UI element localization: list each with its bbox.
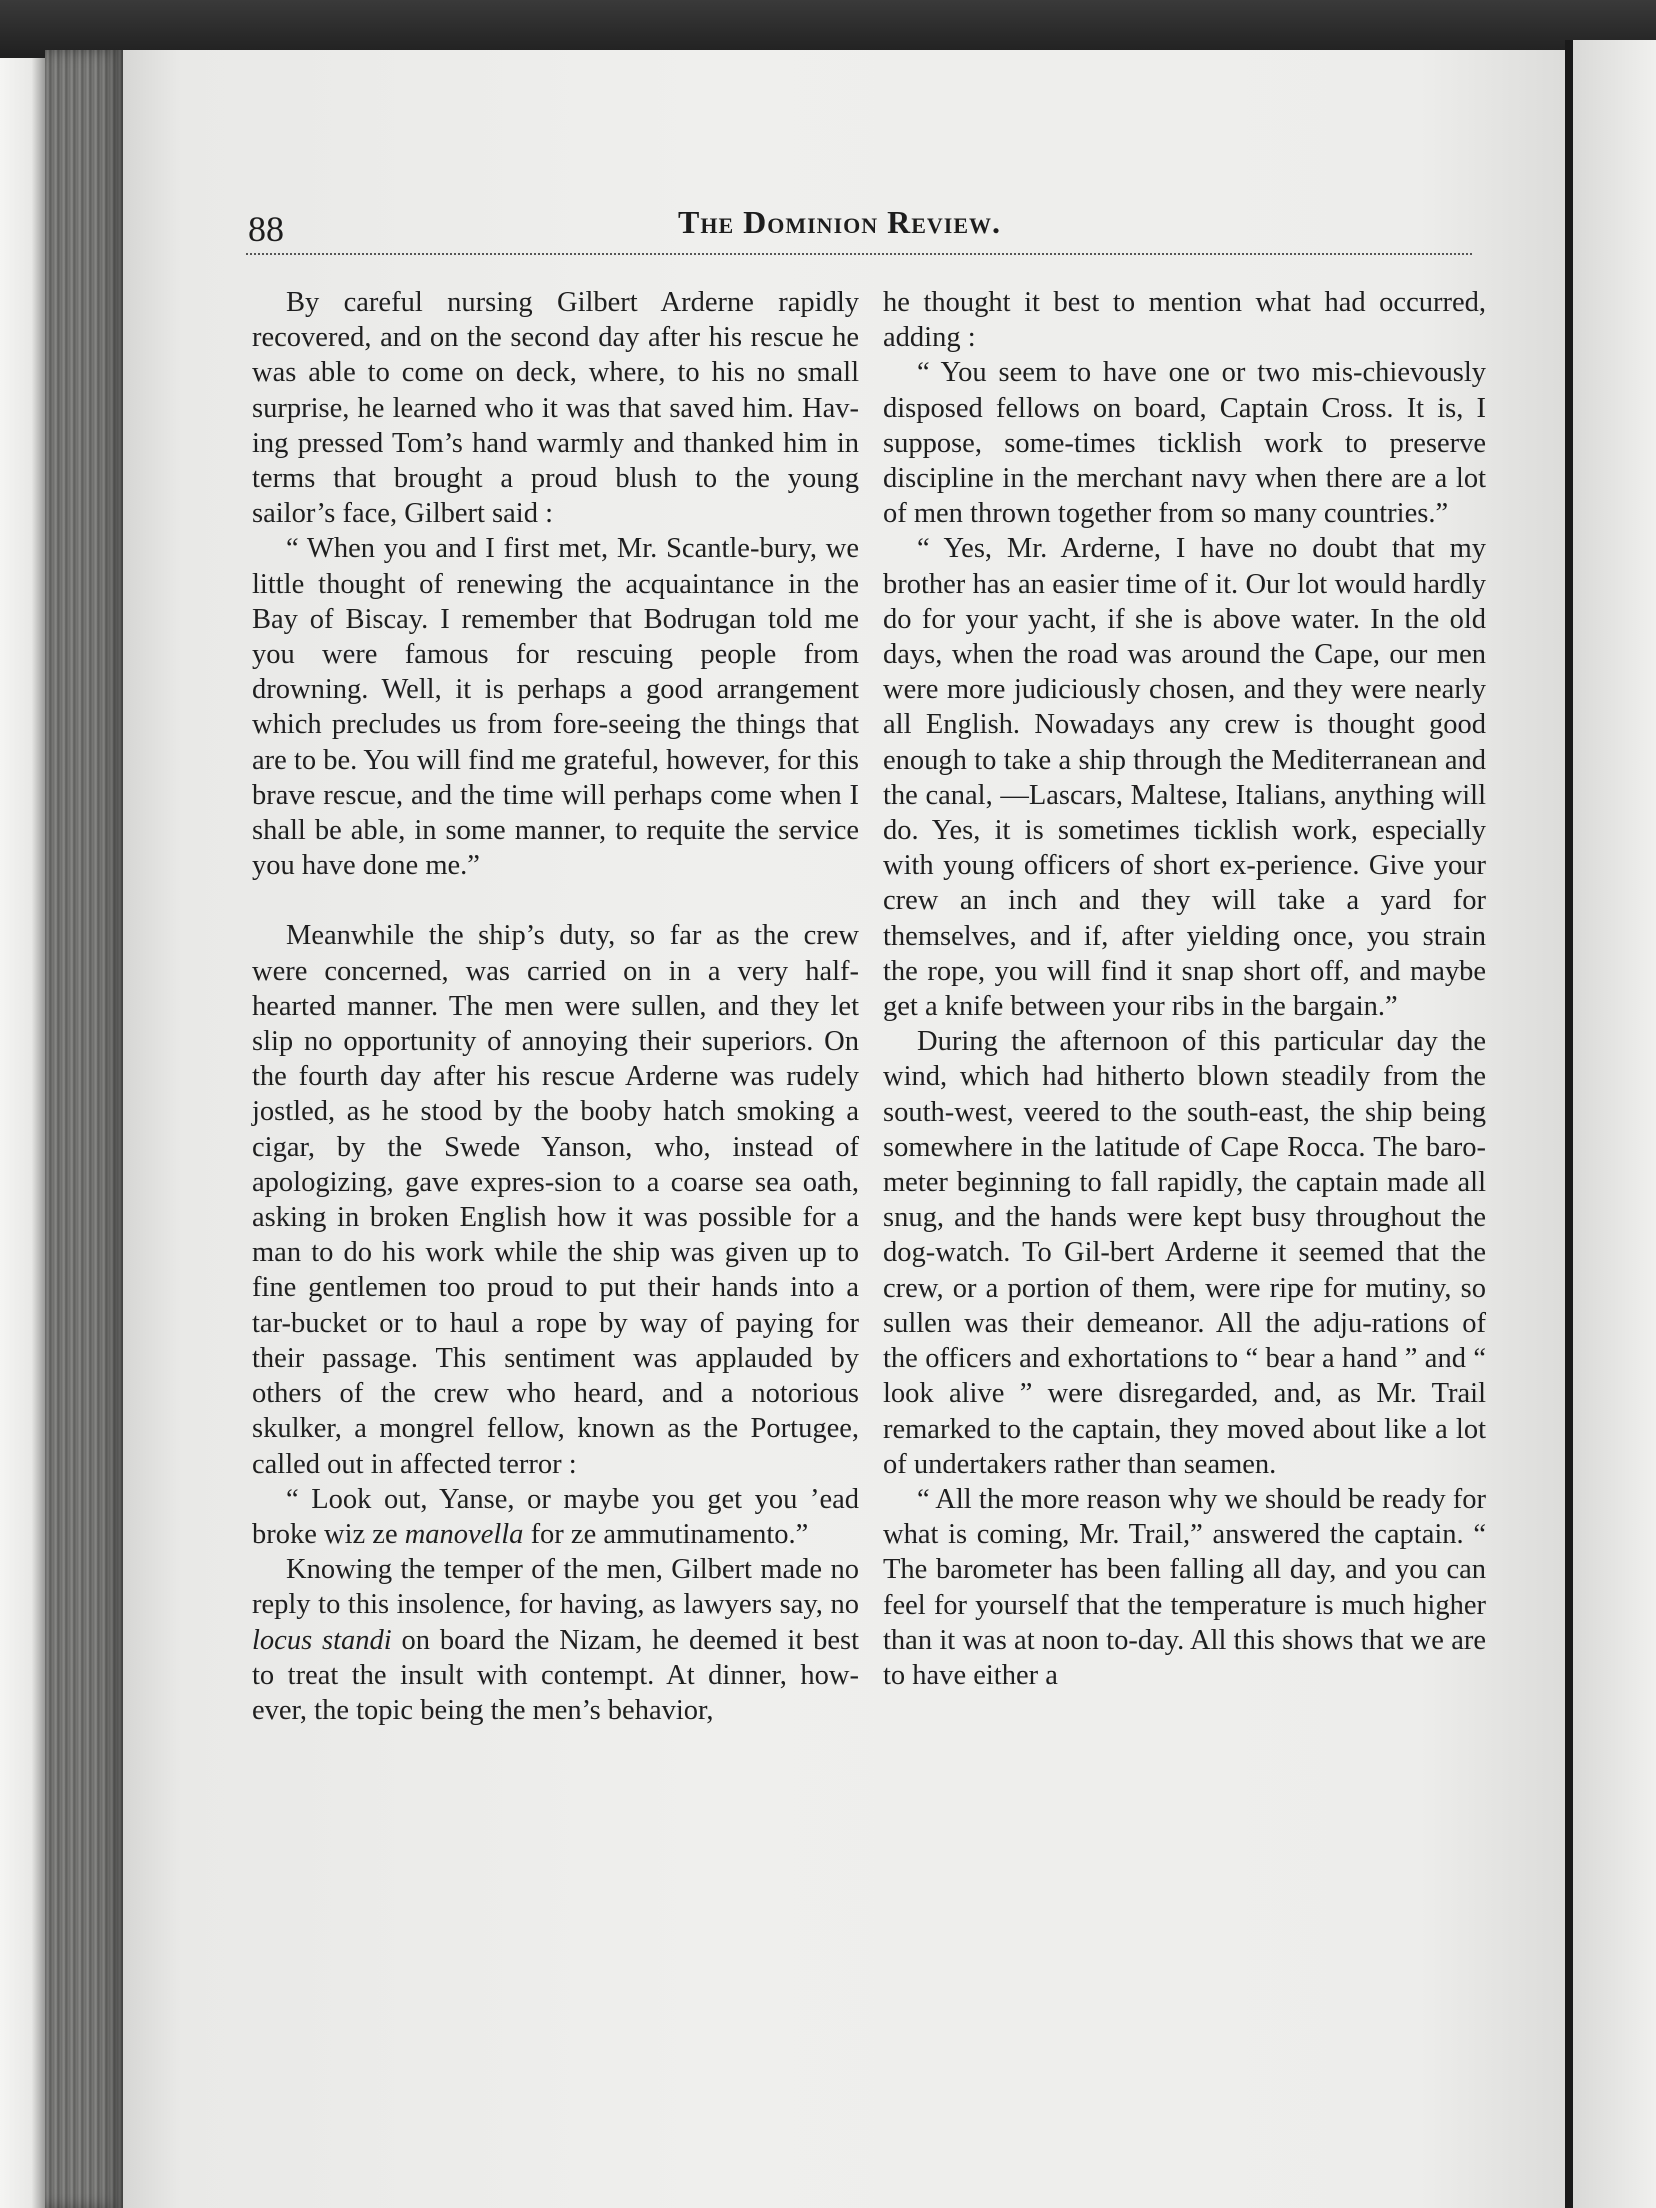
italic-phrase: manovella bbox=[404, 1518, 524, 1550]
paragraph: During the afternoon of this particular day the wind, which had hitherto blown steadily from the south-west, veered to the south-east, the ship being somewhere in the latitude of Cape Rocca. The baro-meter beginning to fall rapidly, the captain made all snug, and the hands were kept busy throughout the dog-watch. To Gil-bert Arderne it seemed that the crew, or a portion of them, were ripe for mutiny, so sullen was their demeanor. All the adju-rations of the officers and exhortations to “ bear a hand ” and “ look alive ” were disregarded, and, as Mr. Trail remarked to the captain, they moved about like a lot of undertakers rather than seamen. bbox=[883, 1026, 1486, 1480]
facing-page-edge bbox=[1573, 40, 1656, 2208]
italic-phrase: locus standi bbox=[252, 1624, 392, 1656]
paragraph bbox=[252, 1552, 859, 1728]
left-column bbox=[252, 285, 859, 1728]
paragraph: “ All the more reason why we should be ready for what is coming, Mr. Trail,” answered the captain. “ The barometer has been falling all day, and you can feel for yourself that the temperature is much higher than it was at noon to-day. All this shows that we are to have either a bbox=[883, 1483, 1486, 1691]
paragraph: he thought it best to mention what had occurred, adding : bbox=[883, 287, 1486, 354]
paragraph: “ When you and I first met, Mr. Scantle-bury, we little thought of renewing the acquaintance in the Bay of Biscay. I remember that Bodrugan told me you were famous for rescuing people from drowning. Well, it is perhaps a good arrangement which precludes us from fore-seeing the things that are to be. You will find me grateful, however, for this brave rescue, and the time will perhaps come when I shall be able, in some manner, to requite the service you have done me.” bbox=[252, 533, 859, 882]
left-scan-margin bbox=[0, 58, 45, 2208]
page-number: 88 bbox=[248, 209, 284, 249]
running-title: The Dominion Review. bbox=[678, 204, 1002, 240]
book-gutter bbox=[1565, 40, 1573, 2208]
paragraph: “ Yes, Mr. Arderne, I have no doubt that my brother has an easier time of it. Our lot would hardly do for your yacht, if she is above water. In the old days, when the road was around the Cape, our men were more judiciously chosen, and they were nearly all English. Nowadays any crew is thought good enough to take a ship through the Mediterranean and the canal, —Lascars, Maltese, Italians, anything will do. Yes, it is sometimes ticklish work, especially with young officers of short ex-perience. Give your crew an inch and they will take a yard for themselves, and if, after yielding once, you strain the rope, you will find it snap short off, and maybe get a knife between your ribs in the bargain.” bbox=[883, 533, 1486, 1023]
text-run: Knowing the temper of the men, Gilbert made no reply to this insolence, for having, as lawyers say, no bbox=[252, 1554, 859, 1621]
right-column bbox=[883, 285, 1486, 1693]
paragraph: Meanwhile the ship’s duty, so far as the crew were concerned, was carried on in a very half-hearted manner. The men were sullen, and they let slip no opportunity of annoying their superiors. On the fourth day after his rescue Arderne was rudely jostled, as he stood by the booby hatch smoking a cigar, by the Swede Yanson, who, instead of apologizing, gave expres-sion to a coarse sea oath, asking in broken English how it was possible for a man to do his work while the ship was given up to fine gentlemen too proud to put their hands into a tar-bucket or to haul a rope by way of paying for their passage. This sentiment was applauded by others of the crew who heard, and a notorious skulker, a mongrel fellow, known as the Portugee, called out in affected terror : bbox=[252, 920, 859, 1480]
text-run: on board the Nizam, he deemed it best to treat the insult with contempt. At dinner, how-ever, the topic being the men’s behavior, bbox=[252, 1624, 859, 1726]
text-run: for ze ammutinamento.” bbox=[523, 1518, 809, 1550]
text-run: “ Look out, Yanse, or maybe you get you ’ead broke wiz ze bbox=[252, 1483, 859, 1550]
paragraph bbox=[252, 1482, 859, 1552]
page-header bbox=[248, 200, 1473, 250]
header-rule bbox=[246, 253, 1472, 255]
paragraph: “ You seem to have one or two mis-chievously disposed fellows on board, Captain Cross. It is, I suppose, some-times ticklish work to preserve discipline in the merchant navy when there are a lot of men thrown together from so many countries.” bbox=[883, 357, 1486, 530]
paragraph: By careful nursing Gilbert Arderne rapidly recovered, and on the second day after his rescue he was able to come on deck, where, to his no small surprise, he learned who it was that saved him. Hav-ing pressed Tom’s hand warmly and thanked him in terms that brought a proud blush to the young sailor’s face, Gilbert said : bbox=[252, 287, 859, 530]
book-page-edges bbox=[45, 50, 123, 2208]
